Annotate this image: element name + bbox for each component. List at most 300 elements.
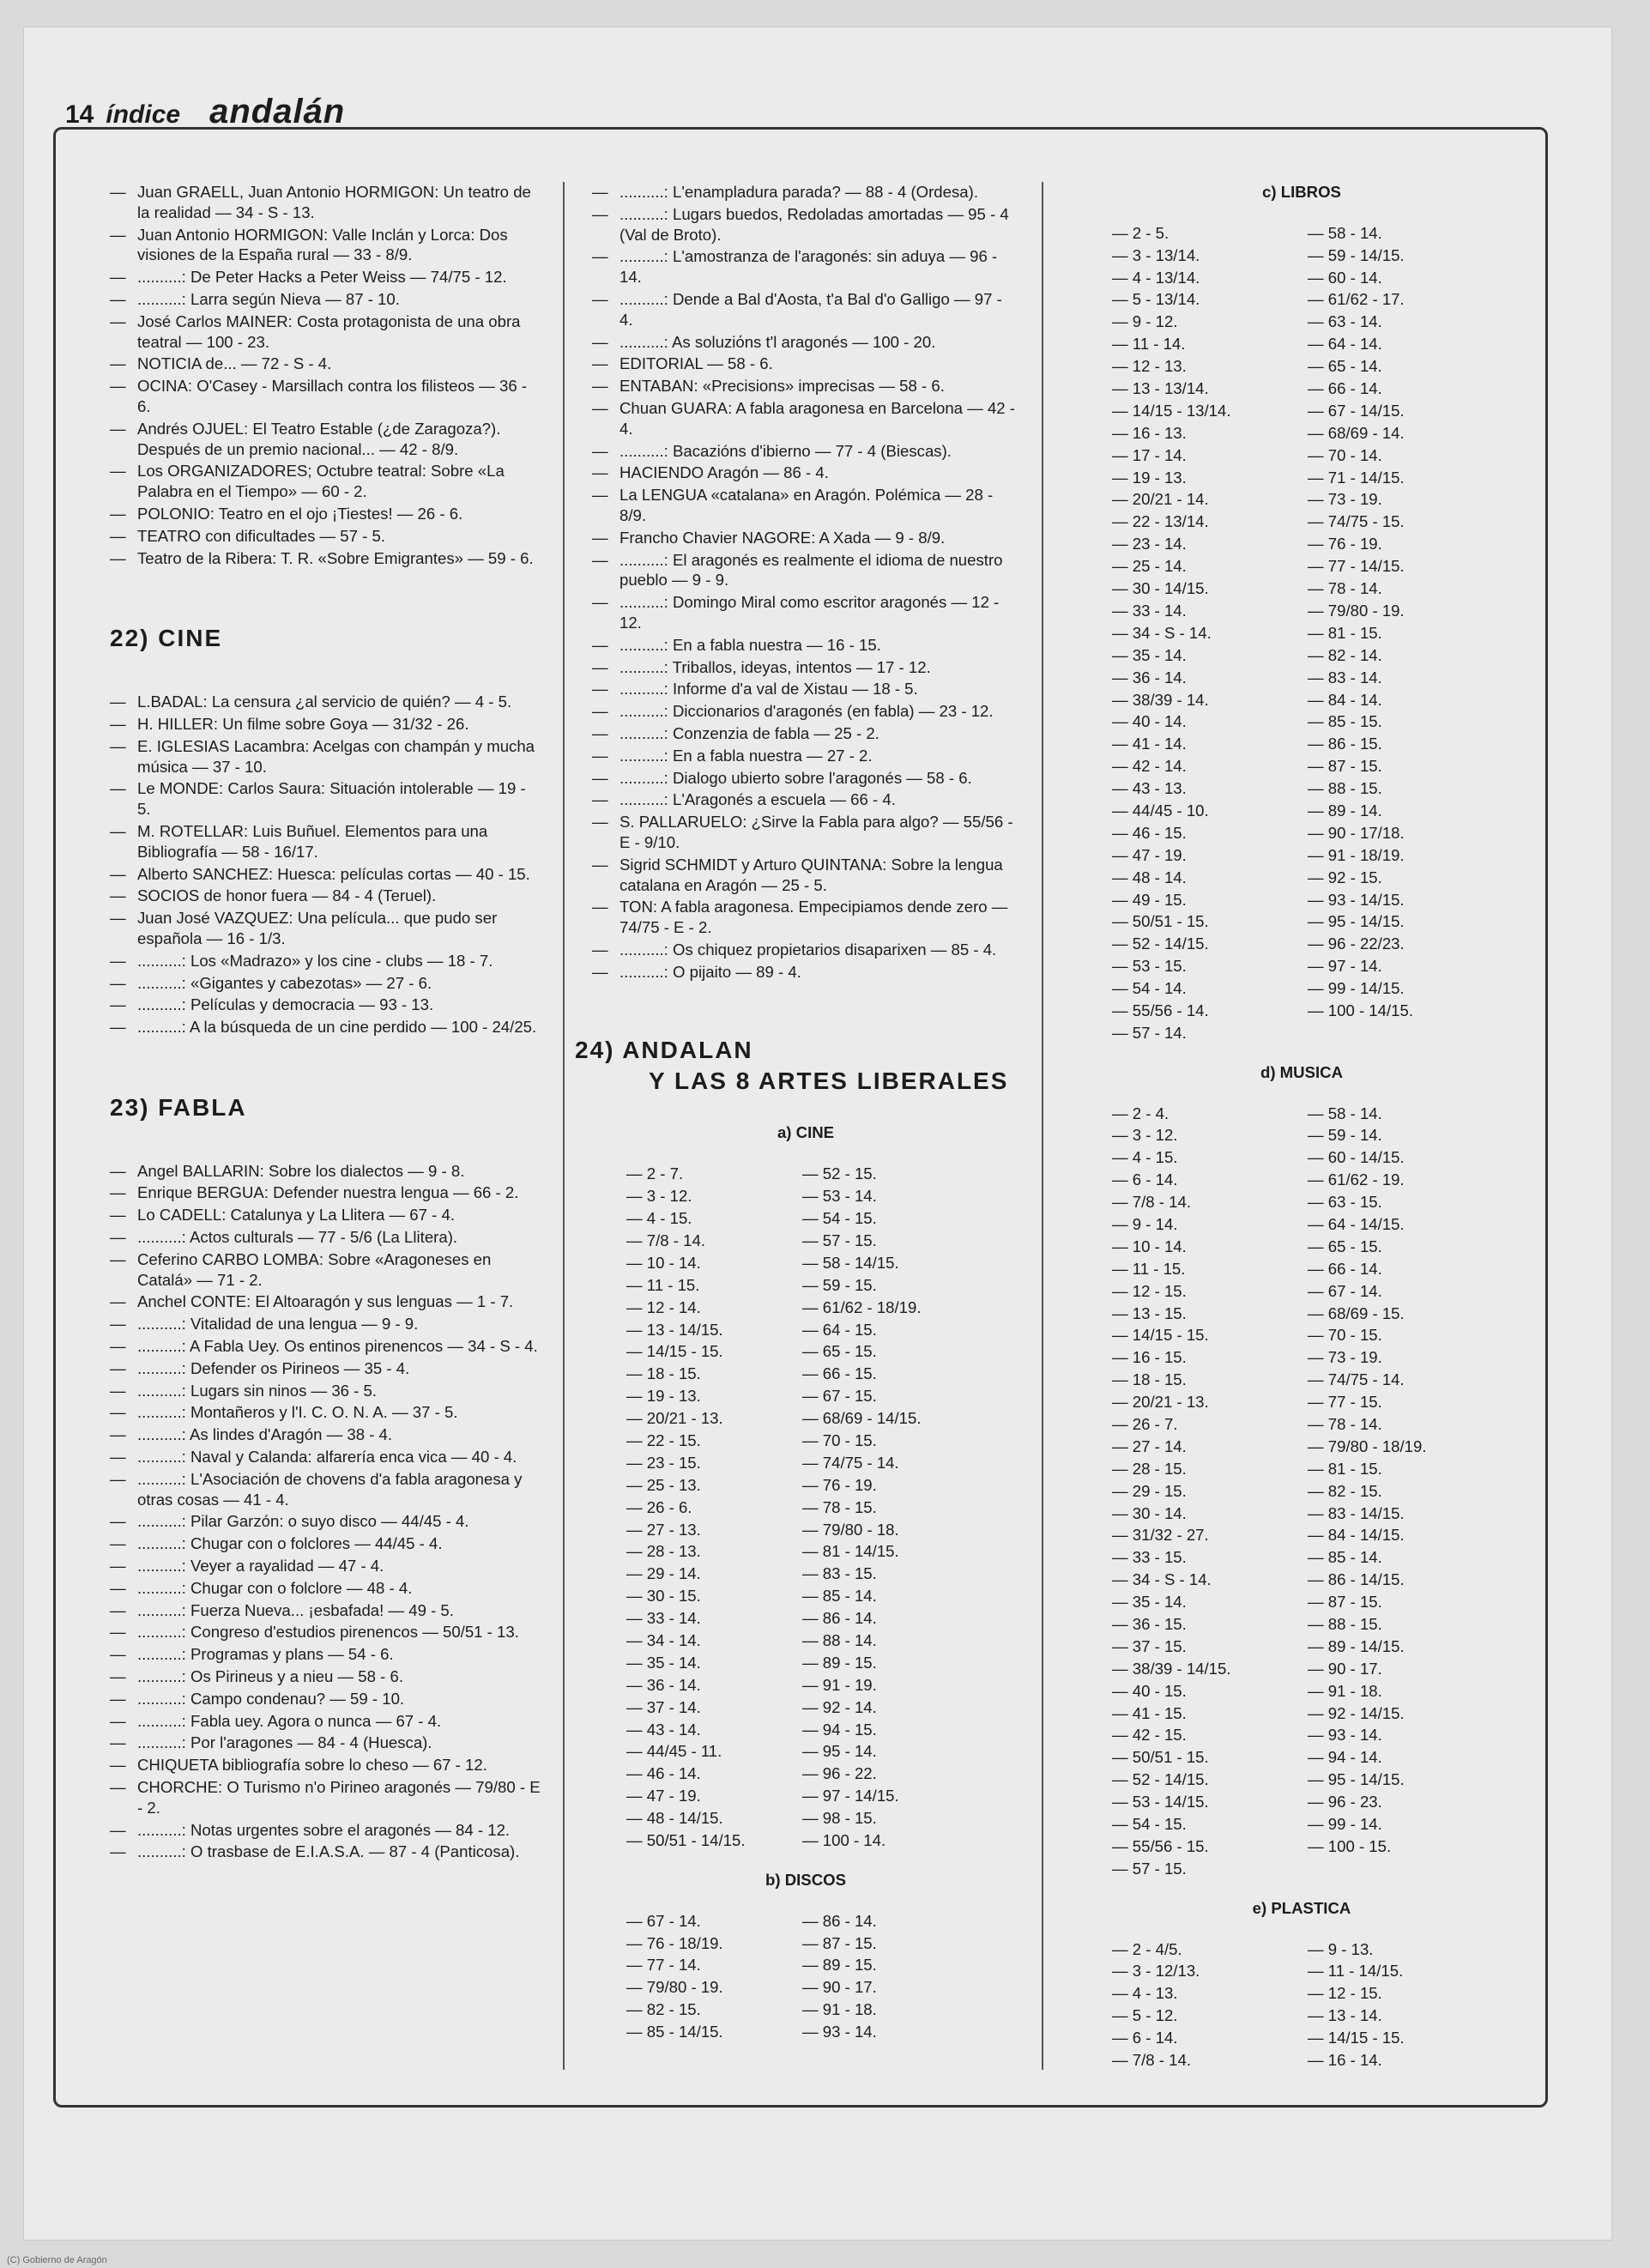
entry-text: Francho Chavier NAGORE: A Xada — 9 - 8/9.	[620, 528, 946, 547]
entry-dash: —	[110, 1578, 126, 1597]
entry-dash: —	[110, 1381, 126, 1400]
fabla-list	[110, 1161, 541, 1863]
entry-dash: —	[110, 462, 126, 481]
entry-dash: —	[110, 183, 126, 201]
issue-reference: — 29 - 15.	[1112, 1481, 1187, 1500]
artes-title-line1: 24) ANDALAN	[575, 1037, 753, 1064]
issue-reference: — 83 - 14/15.	[1308, 1503, 1405, 1522]
issue-reference: — 55/56 - 15.	[1112, 1836, 1209, 1855]
entry-dash: —	[110, 419, 126, 438]
issue-reference: — 68/69 - 15.	[1308, 1303, 1405, 1322]
entry-text: Sigrid SCHMIDT y Arturo QUINTANA: Sobre la lengua catalana en Aragón — 25 - 5.	[620, 855, 1003, 894]
entry-text: ..........: Veyer a rayalidad — 47 - 4.	[137, 1557, 384, 1576]
entry-dash: —	[110, 821, 126, 840]
entry-text: Juan José VAZQUEZ: Una película... que pudo ser española — 16 - 1/3.	[137, 909, 498, 947]
issue-reference: — 78 - 14.	[1308, 1415, 1382, 1434]
issue-reference: — 20/21 - 13.	[626, 1409, 723, 1428]
index-entry	[110, 1622, 541, 1642]
entry-dash: —	[110, 1689, 126, 1708]
issue-reference: — 70 - 15.	[802, 1430, 877, 1449]
entry-dash: —	[110, 1228, 126, 1247]
entry-text: ..........: De Peter Hacks a Peter Weiss — 74/75 - 12.	[137, 268, 507, 287]
issue-reference: — 4 - 13.	[1112, 1984, 1178, 2003]
index-entry	[110, 1291, 541, 1312]
index-entry	[592, 182, 1019, 203]
issue-reference: — 55/56 - 14.	[1112, 1001, 1209, 1019]
index-entry	[110, 1644, 541, 1665]
issue-reference: — 79/80 - 18.	[802, 1520, 899, 1539]
issue-reference: — 60 - 14/15.	[1308, 1148, 1405, 1167]
issue-reference: — 52 - 14/15.	[1112, 1770, 1209, 1789]
issue-reference: — 3 - 13/14.	[1112, 245, 1200, 264]
entry-dash: —	[110, 1600, 126, 1619]
issue-reference: — 58 - 14/15.	[802, 1253, 899, 1272]
entry-text: ..........: Pilar Garzón: o suyo disco — 44/45 - 4.	[137, 1512, 469, 1531]
entry-dash: —	[110, 736, 126, 755]
entry-dash: —	[110, 1448, 126, 1467]
issue-reference: — 88 - 15.	[1308, 779, 1382, 798]
index-entry	[110, 376, 541, 417]
issue-reference: — 13 - 14.	[1308, 2006, 1382, 2025]
issue-reference: — 83 - 14.	[1308, 668, 1382, 686]
index-entry	[110, 504, 541, 524]
index-entry	[110, 1336, 541, 1357]
issue-reference: — 90 - 17.	[802, 1978, 877, 1997]
index-entry	[110, 225, 541, 266]
entry-dash: —	[110, 864, 126, 883]
issue-reference: — 30 - 14.	[1112, 1503, 1187, 1522]
index-entry	[592, 962, 1019, 983]
issue-reference: — 28 - 13.	[626, 1542, 701, 1561]
issue-reference: — 19 - 13.	[626, 1387, 701, 1406]
entry-text: ..........: Por l'aragones — 84 - 4 (Huesca).	[137, 1733, 432, 1752]
index-entry	[110, 1314, 541, 1334]
issue-reference: — 97 - 14.	[1308, 957, 1382, 976]
issue-reference: — 25 - 14.	[1112, 557, 1187, 576]
issue-reference: — 88 - 14.	[802, 1630, 877, 1649]
entry-dash: —	[110, 1315, 126, 1334]
entry-dash: —	[110, 526, 126, 545]
entry-dash: —	[592, 398, 608, 417]
index-entry	[110, 973, 541, 994]
entry-text: ..........: Bacazións d'ibierno — 77 - 4 (Biescas).	[620, 441, 952, 460]
entry-text: Juan GRAELL, Juan Antonio HORMIGON: Un teatro de la realidad — 34 - S - 13.	[137, 183, 531, 221]
entry-text: ..........: Domingo Miral como escritor aragonés — 12 - 12.	[620, 593, 1000, 632]
issue-reference: — 97 - 14/15.	[802, 1787, 899, 1805]
issue-reference: — 96 - 22/23.	[1308, 934, 1405, 953]
entry-dash: —	[110, 973, 126, 992]
issue-reference: — 77 - 14.	[626, 1956, 701, 1975]
entry-text: Ceferino CARBO LOMBA: Sobre «Aragoneses en Catalá» — 71 - 2.	[137, 1249, 492, 1289]
entry-dash: —	[110, 1557, 126, 1576]
issue-reference: — 11 - 15.	[1112, 1259, 1186, 1278]
entry-dash: —	[110, 1512, 126, 1531]
teatro-list	[110, 182, 541, 568]
section-title-artes	[575, 1035, 1019, 1097]
index-entry	[110, 1777, 541, 1818]
issue-reference: — 4 - 15.	[1112, 1148, 1178, 1167]
issue-reference: — 2 - 4/5.	[1112, 1939, 1182, 1958]
issue-reference: — 93 - 14.	[802, 2023, 877, 2041]
issue-reference: — 26 - 6.	[626, 1497, 692, 1516]
index-entry	[110, 267, 541, 287]
index-entry	[110, 1227, 541, 1248]
entry-dash: —	[110, 377, 126, 396]
entry-dash: —	[592, 813, 608, 832]
issue-reference: — 100 - 14/15.	[1308, 1001, 1414, 1019]
issue-reference: — 73 - 19.	[1308, 490, 1382, 509]
entry-text: ..........: Triballos, ideyas, intentos — 17 - 12.	[620, 657, 931, 676]
issue-reference: — 50/51 - 14/15.	[626, 1831, 746, 1849]
index-entry	[592, 746, 1019, 766]
issue-reference: — 94 - 15.	[802, 1720, 877, 1739]
issue-reference: — 33 - 14.	[626, 1609, 701, 1628]
entry-dash: —	[110, 1778, 126, 1796]
entry-text: Angel BALLARIN: Sobre los dialectos — 9 - 8.	[137, 1161, 465, 1180]
issue-reference: — 16 - 13.	[1112, 423, 1187, 442]
issue-reference: — 36 - 14.	[1112, 668, 1187, 686]
index-entry	[110, 1381, 541, 1401]
entry-dash: —	[592, 898, 608, 916]
index-entry	[110, 1556, 541, 1576]
column-divider	[563, 182, 565, 2070]
index-entry	[110, 182, 541, 223]
issue-reference: — 99 - 14.	[1308, 1815, 1382, 1834]
entry-text: Chuan GUARA: A fabla aragonesa en Barcelona — 42 - 4.	[620, 398, 1015, 438]
entry-text: ..........: Naval y Calanda: alfarería enca vica — 40 - 4.	[137, 1448, 517, 1467]
issue-reference: — 78 - 15.	[802, 1497, 877, 1516]
issue-reference: — 43 - 13.	[1112, 779, 1187, 798]
index-entry	[110, 1733, 541, 1753]
issue-reference: — 87 - 15.	[1308, 1593, 1382, 1612]
issue-reference: — 58 - 14.	[1308, 1104, 1382, 1122]
issue-reference: — 46 - 14.	[626, 1764, 701, 1783]
index-entry	[592, 812, 1019, 853]
issue-reference: — 95 - 14/15.	[1308, 1770, 1405, 1789]
issue-reference: — 22 - 13/14.	[1112, 512, 1209, 531]
entry-dash: —	[592, 247, 608, 266]
issue-reference: — 58 - 14.	[1308, 223, 1382, 242]
index-entry	[592, 463, 1019, 483]
entry-text: ..........: Diccionarios d'aragonés (en fabla) — 23 - 12.	[620, 702, 994, 721]
issue-reference: — 78 - 14.	[1308, 579, 1382, 598]
issue-reference: — 96 - 23.	[1308, 1793, 1382, 1811]
index-entry	[110, 1600, 541, 1621]
issue-reference: — 14/15 - 15.	[1308, 2029, 1405, 2047]
entry-text: EDITORIAL — 58 - 6.	[620, 354, 773, 373]
index-entry	[592, 679, 1019, 699]
issue-reference: — 12 - 13.	[1112, 357, 1187, 376]
index-entry	[110, 548, 541, 569]
issue-reference: — 91 - 18/19.	[1308, 845, 1405, 864]
entry-dash: —	[110, 225, 126, 244]
entry-text: ..........: Actos culturals — 77 - 5/6 (La Llitera).	[137, 1228, 458, 1247]
entry-dash: —	[110, 995, 126, 1014]
musica-index-right	[1308, 1104, 1503, 1881]
libros-index-grid	[1100, 223, 1503, 1045]
entry-dash: —	[592, 441, 608, 460]
entry-dash: —	[592, 377, 608, 396]
issue-reference: — 6 - 14.	[1112, 1170, 1178, 1189]
issue-reference: — 64 - 15.	[802, 1320, 877, 1339]
index-entry	[592, 550, 1019, 591]
issue-reference: — 98 - 15.	[802, 1809, 877, 1828]
entry-dash: —	[110, 1667, 126, 1686]
index-entry	[110, 1161, 541, 1182]
issue-reference: — 7/8 - 14.	[1112, 1193, 1191, 1212]
issue-reference: — 16 - 15.	[1112, 1348, 1187, 1367]
issue-reference: — 71 - 14/15.	[1308, 468, 1405, 487]
index-entry	[110, 289, 541, 310]
issue-reference: — 41 - 14.	[1112, 735, 1187, 753]
issue-reference: — 89 - 15.	[802, 1956, 877, 1975]
subsection-discos: b) DISCOS	[765, 1870, 846, 1889]
entry-dash: —	[110, 354, 126, 373]
column-1	[110, 182, 541, 1864]
entry-dash: —	[110, 1756, 126, 1775]
issue-reference: — 81 - 15.	[1308, 1459, 1382, 1478]
issue-reference: — 40 - 15.	[1112, 1681, 1187, 1700]
issue-reference: — 38/39 - 14/15.	[1112, 1659, 1231, 1678]
entry-dash: —	[592, 289, 608, 308]
entry-dash: —	[110, 909, 126, 928]
issue-reference: — 34 - S - 14.	[1112, 623, 1212, 642]
issue-reference: — 52 - 15.	[802, 1164, 877, 1183]
issue-reference: — 35 - 14.	[626, 1653, 701, 1672]
issue-reference: — 2 - 7.	[626, 1164, 684, 1183]
issue-reference: — 44/45 - 10.	[1112, 801, 1209, 820]
entry-dash: —	[110, 692, 126, 711]
issue-reference: — 50/51 - 15.	[1112, 912, 1209, 931]
index-entry	[592, 635, 1019, 656]
cine-index-left	[626, 1164, 794, 1853]
index-entry	[592, 246, 1019, 287]
entry-text: ..........: L'Aragonés a escuela — 66 - 4.	[620, 790, 896, 809]
issue-reference: — 70 - 14.	[1308, 445, 1382, 464]
column-divider	[1042, 182, 1043, 2070]
issue-reference: — 82 - 15.	[626, 2000, 701, 2019]
entry-text: ..........: Conzenzia de fabla — 25 - 2.	[620, 723, 879, 742]
entry-text: ..........: Vitalidad de una lengua — 9 - 9.	[137, 1315, 419, 1334]
issue-reference: — 31/32 - 27.	[1112, 1526, 1209, 1545]
issue-reference: — 90 - 17.	[1308, 1659, 1382, 1678]
entry-text: ..........: Campo condenau? — 59 - 10.	[137, 1689, 405, 1708]
issue-reference: — 4 - 15.	[626, 1209, 692, 1228]
issue-reference: — 54 - 15.	[1112, 1815, 1187, 1834]
issue-reference: — 30 - 15.	[626, 1587, 701, 1606]
plastica-index-right	[1308, 1939, 1503, 2072]
issue-reference: — 20/21 - 14.	[1112, 490, 1209, 509]
issue-reference: — 10 - 14.	[1112, 1237, 1187, 1255]
entry-text: ..........: L'Asociación de chovens d'a fabla aragonesa y otras cosas — 41 - 4.	[137, 1469, 523, 1509]
index-entry	[110, 736, 541, 777]
entry-text: SOCIOS de honor fuera — 84 - 4 (Teruel).	[137, 886, 437, 905]
index-entry	[592, 789, 1019, 810]
entry-dash: —	[592, 354, 608, 373]
entry-dash: —	[110, 1358, 126, 1377]
entry-dash: —	[110, 1018, 126, 1037]
index-entry	[110, 1820, 541, 1841]
entry-dash: —	[110, 504, 126, 523]
issue-reference: — 36 - 14.	[626, 1675, 701, 1694]
entry-dash: —	[110, 1645, 126, 1664]
issue-reference: — 47 - 19.	[626, 1787, 701, 1805]
index-entry	[110, 951, 541, 971]
index-entry	[110, 1469, 541, 1510]
entry-dash: —	[592, 940, 608, 959]
entry-dash: —	[110, 779, 126, 798]
subsection-cine: a) CINE	[777, 1123, 835, 1142]
libros-index-right	[1308, 223, 1503, 1045]
entry-text: ..........: Informe d'a val de Xistau — 18 - 5.	[620, 680, 918, 699]
entry-text: S. PALLARUELO: ¿Sirve la Fabla para algo? — 55/56 - E - 9/10.	[620, 813, 1013, 851]
issue-reference: — 20/21 - 13.	[1112, 1393, 1209, 1412]
entry-text: ..........: Defender os Pirineos — 35 - 4.	[137, 1358, 410, 1377]
entry-text: ..........: O pijaito — 89 - 4.	[620, 962, 801, 981]
entry-text: Lo CADELL: Catalunya y La Llitera — 67 - 4.	[137, 1206, 456, 1225]
entry-text: HACIENDO Aragón — 86 - 4.	[620, 463, 829, 482]
plastica-index-left	[1100, 1939, 1308, 2072]
entry-text: Juan Antonio HORMIGON: Valle Inclán y Lorca: Dos visiones de la España rural — 33 - 8/9.	[137, 225, 508, 264]
entry-text: ..........: Dialogo ubierto sobre l'aragonés — 58 - 6.	[620, 768, 972, 787]
entry-text: ..........: A la búsqueda de un cine perdido — 100 - 24/25.	[137, 1018, 537, 1037]
issue-reference: — 13 - 13/14.	[1112, 379, 1209, 398]
issue-reference: — 67 - 14.	[1308, 1281, 1382, 1300]
index-entry	[110, 1689, 541, 1709]
issue-reference: — 53 - 14/15.	[1112, 1793, 1209, 1811]
entry-text: ..........: L'amostranza de l'aragonés: sin aduya — 96 - 14.	[620, 247, 998, 287]
issue-reference: — 57 - 14.	[1112, 1023, 1187, 1042]
entry-text: ..........: Congreso d'estudios pirenencos — 50/51 - 13.	[137, 1623, 519, 1642]
subsection-libros: c) LIBROS	[1262, 183, 1341, 201]
magazine-logo: andalán	[209, 93, 346, 130]
index-entry	[592, 855, 1019, 896]
issue-reference: — 66 - 15.	[802, 1364, 877, 1383]
entry-text: ..........: Fuerza Nueva... ¡esbafada! — 49 - 5.	[137, 1600, 454, 1619]
issue-reference: — 6 - 14.	[1112, 2029, 1178, 2047]
issue-reference: — 79/80 - 19.	[1308, 601, 1405, 620]
issue-reference: — 17 - 14.	[1112, 445, 1187, 464]
issue-reference: — 2 - 5.	[1112, 223, 1170, 242]
index-entry	[592, 485, 1019, 526]
issue-reference: — 47 - 19.	[1112, 845, 1187, 864]
index-entry	[110, 714, 541, 735]
entry-text: M. ROTELLAR: Luis Buñuel. Elementos para una Bibliografía — 58 - 16/17.	[137, 821, 488, 861]
issue-reference: — 92 - 14.	[802, 1697, 877, 1716]
entry-text: ..........: O trasbase de E.I.A.S.A. — 87 - 4 (Panticosa).	[137, 1842, 520, 1861]
issue-reference: — 3 - 12/13.	[1112, 1962, 1200, 1981]
issue-reference: — 79/80 - 19.	[626, 1978, 723, 1997]
issue-reference: — 16 - 14.	[1308, 2050, 1382, 2069]
entry-dash: —	[110, 1711, 126, 1730]
entry-dash: —	[592, 657, 608, 676]
issue-reference: — 66 - 14.	[1308, 379, 1382, 398]
fabla-list-continued	[592, 182, 1019, 982]
issue-reference: — 61/62 - 17.	[1308, 290, 1405, 309]
issue-reference: — 36 - 15.	[1112, 1615, 1187, 1634]
issue-reference: — 12 - 15.	[1112, 1281, 1187, 1300]
plastica-index-grid	[1100, 1939, 1503, 2072]
issue-reference: — 91 - 18.	[1308, 1681, 1382, 1700]
entry-dash: —	[592, 635, 608, 654]
copyright-notice: (C) Gobierno de Aragón	[7, 2255, 107, 2265]
entry-dash: —	[110, 1403, 126, 1422]
entry-dash: —	[592, 723, 608, 742]
issue-reference: — 59 - 14.	[1308, 1126, 1382, 1145]
issue-reference: — 84 - 14.	[1308, 690, 1382, 709]
index-entry	[110, 1182, 541, 1203]
issue-reference: — 85 - 15.	[1308, 712, 1382, 731]
issue-reference: — 61/62 - 19.	[1308, 1170, 1405, 1189]
entry-text: ..........: Montañeros y l'I. C. O. N. A. — 37 - 5.	[137, 1403, 458, 1422]
entry-text: ..........: En a fabla nuestra — 16 - 15.	[620, 635, 881, 654]
issue-reference: — 70 - 15.	[1308, 1326, 1382, 1345]
entry-dash: —	[592, 702, 608, 721]
issue-reference: — 40 - 14.	[1112, 712, 1187, 731]
issue-reference: — 5 - 13/14.	[1112, 290, 1200, 309]
issue-reference: — 85 - 14.	[1308, 1548, 1382, 1567]
issue-reference: — 14/15 - 15.	[1112, 1326, 1209, 1345]
index-entry	[592, 723, 1019, 744]
issue-reference: — 11 - 14.	[1112, 335, 1186, 354]
index-entry	[110, 1017, 541, 1037]
issue-reference: — 86 - 14.	[802, 1911, 877, 1930]
issue-reference: — 86 - 14.	[802, 1609, 877, 1628]
issue-reference: — 27 - 13.	[626, 1520, 701, 1539]
entry-text: ..........: Chugar con o folclore — 48 - 4.	[137, 1578, 413, 1597]
issue-reference: — 60 - 14.	[1308, 268, 1382, 287]
issue-reference: — 41 - 15.	[1112, 1703, 1187, 1722]
index-entry	[592, 897, 1019, 938]
index-entry	[110, 908, 541, 949]
entry-text: ..........: Notas urgentes sobre el aragonés — 84 - 12.	[137, 1820, 511, 1839]
entry-text: Enrique BERGUA: Defender nuestra lengua — 66 - 2.	[137, 1183, 519, 1202]
cine-index-right	[794, 1164, 970, 1853]
entry-dash: —	[110, 1733, 126, 1752]
issue-reference: — 37 - 15.	[1112, 1636, 1187, 1655]
issue-reference: — 14/15 - 15.	[626, 1342, 723, 1361]
issue-reference: — 11 - 14/15.	[1308, 1962, 1404, 1981]
issue-reference: — 18 - 15.	[626, 1364, 701, 1383]
issue-reference: — 10 - 14.	[626, 1253, 701, 1272]
issue-reference: — 76 - 19.	[802, 1475, 877, 1494]
index-entry	[110, 692, 541, 712]
issue-reference: — 86 - 15.	[1308, 735, 1382, 753]
entry-text: ENTABAN: «Precisions» imprecisas — 58 - 6.	[620, 377, 945, 396]
issue-reference: — 25 - 13.	[626, 1475, 701, 1494]
issue-reference: — 74/75 - 14.	[1308, 1370, 1405, 1389]
issue-reference: — 89 - 14.	[1308, 801, 1382, 820]
issue-reference: — 99 - 14/15.	[1308, 979, 1405, 998]
entry-text: CHORCHE: O Turismo n'o Pirineo aragonés — 79/80 - E - 2.	[137, 1778, 541, 1817]
index-entry	[592, 398, 1019, 439]
entry-dash: —	[592, 463, 608, 482]
issue-reference: — 33 - 14.	[1112, 601, 1187, 620]
issue-reference: — 34 - S - 14.	[1112, 1570, 1212, 1589]
entry-text: ..........: Programas y plans — 54 - 6.	[137, 1645, 394, 1664]
entry-text: La LENGUA «catalana» en Aragón. Polémica — 28 - 8/9.	[620, 486, 994, 524]
entry-text: ..........: Larra según Nieva — 87 - 10.	[137, 289, 400, 308]
discos-index-right	[794, 1911, 970, 2044]
discos-index-grid	[592, 1911, 970, 2044]
entry-dash: —	[110, 1292, 126, 1311]
issue-reference: — 91 - 19.	[802, 1675, 877, 1694]
index-entry	[110, 1711, 541, 1732]
issue-reference: — 76 - 19.	[1308, 535, 1382, 553]
issue-reference: — 52 - 14/15.	[1112, 934, 1209, 953]
index-entry	[592, 657, 1019, 678]
entry-text: ..........: L'enampladura parada? — 88 - 4 (Ordesa).	[620, 183, 978, 201]
